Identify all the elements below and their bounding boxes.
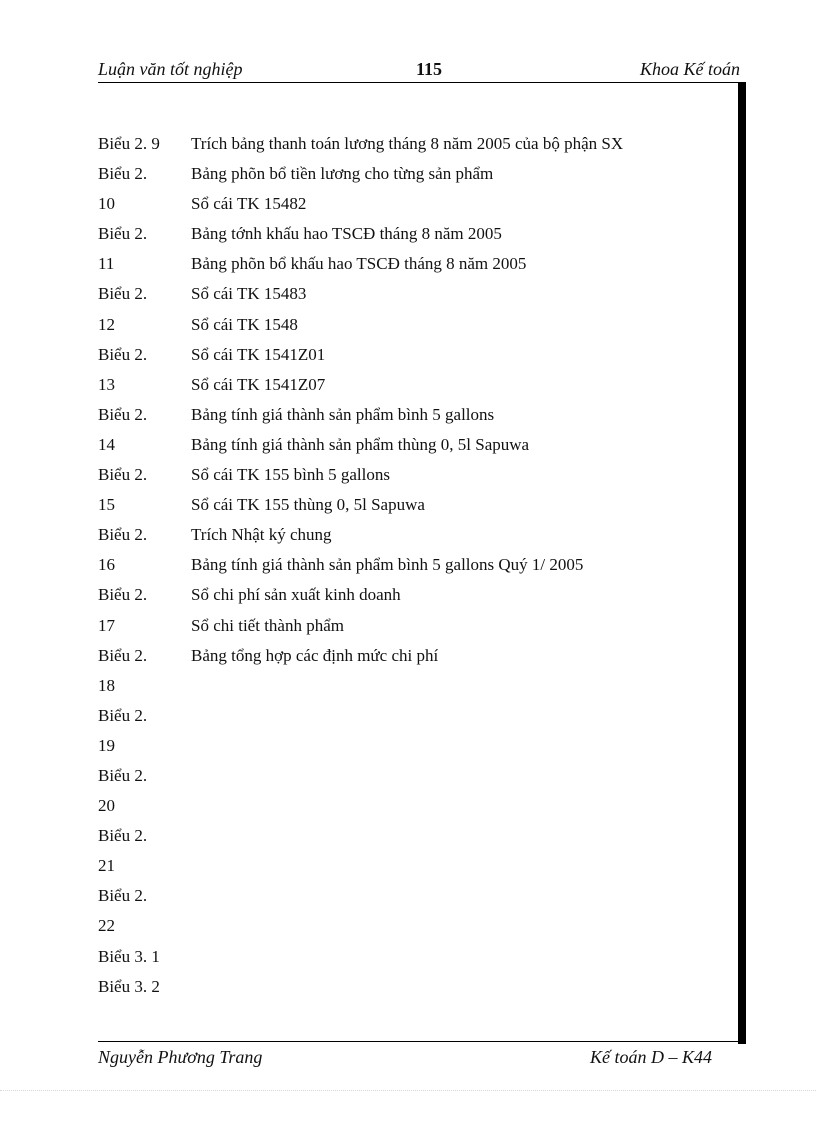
figure-title: Sổ cái TK 155 thùng 0, 5l Sapuwa bbox=[191, 495, 425, 515]
figure-label: Biểu 2. 9 bbox=[98, 134, 160, 153]
figure-label: 14 bbox=[98, 434, 115, 454]
figure-label: Biểu 2. bbox=[98, 164, 148, 184]
page-edge-shadow bbox=[738, 82, 746, 1044]
figure-label: Biểu 2. bbox=[98, 465, 148, 485]
figure-title: Trích Nhật ký chung bbox=[191, 525, 332, 545]
figure-label: 18 bbox=[98, 675, 115, 695]
figure-label: Biểu 2. bbox=[98, 645, 148, 665]
figure-title: Trích bảng thanh toán lương tháng 8 năm 2005 của bộ phận SX bbox=[191, 134, 624, 153]
figure-label: 21 bbox=[98, 856, 115, 876]
figure-title: Sổ cái TK 1548 bbox=[191, 314, 298, 334]
figure-label: Biểu 2. bbox=[98, 525, 148, 545]
figure-label: 17 bbox=[98, 615, 115, 635]
page-bottom-border bbox=[0, 1090, 816, 1092]
header-thesis-title: Luận văn tốt nghiệp bbox=[98, 59, 243, 79]
footer-author: Nguyễn Phương Trang bbox=[98, 1047, 263, 1067]
figure-title: Bảng tổng hợp các định mức chi phí bbox=[191, 645, 439, 665]
figure-label: Biểu 2. bbox=[98, 826, 148, 846]
figure-label: Biểu 2. bbox=[98, 886, 148, 906]
figure-label: Biểu 3. 2 bbox=[98, 976, 160, 996]
figure-title: Sổ chi tiết thành phẩm bbox=[191, 615, 344, 635]
figure-label: Biểu 2. bbox=[98, 284, 148, 304]
header-department: Khoa Kế toán bbox=[639, 59, 740, 79]
figure-title: Sổ cái TK 15483 bbox=[191, 284, 307, 304]
figure-label: Biểu 2. bbox=[98, 585, 148, 605]
figure-label: 13 bbox=[98, 374, 115, 394]
figure-title: Bảng phõn bổ tiền lương cho từng sản phẩm bbox=[191, 164, 494, 184]
figure-label: Biểu 2. bbox=[98, 765, 148, 785]
figure-label: Biểu 3. 1 bbox=[98, 946, 160, 966]
figure-title: Bảng phõn bổ khấu hao TSCĐ tháng 8 năm 2005 bbox=[191, 254, 527, 274]
figure-label: 10 bbox=[98, 194, 115, 214]
figure-title: Sổ cái TK 155 bình 5 gallons bbox=[191, 465, 390, 485]
figure-label: 12 bbox=[98, 314, 115, 334]
figure-label: Biểu 2. bbox=[98, 344, 148, 364]
figure-title-column bbox=[191, 132, 751, 674]
figure-label: Biểu 2. bbox=[98, 404, 148, 424]
figure-label: 20 bbox=[98, 796, 115, 816]
figure-title: Bảng tính giá thành sản phẩm bình 5 gallons bbox=[191, 404, 495, 424]
figure-title: Sổ chi phí sản xuất kinh doanh bbox=[191, 585, 401, 605]
figure-label: 11 bbox=[98, 254, 115, 274]
figure-title: Bảng tính giá thành sản phẩm bình 5 gallons Quý 1/ 2005 bbox=[191, 555, 584, 575]
page-header bbox=[98, 58, 740, 83]
figure-label: Biểu 2. bbox=[98, 705, 148, 725]
figure-title: Sổ cái TK 1541Z01 bbox=[191, 344, 326, 364]
figure-label: Biểu 2. bbox=[98, 224, 148, 244]
figure-label: 22 bbox=[98, 916, 115, 936]
figure-label-column bbox=[98, 132, 188, 1005]
figure-title: Sổ cái TK 1541Z07 bbox=[191, 374, 326, 394]
figure-title: Bảng tớnh khấu hao TSCĐ tháng 8 năm 2005 bbox=[191, 224, 502, 244]
figure-title: Sổ cái TK 15482 bbox=[191, 194, 307, 214]
figure-label: 16 bbox=[98, 555, 115, 575]
page-footer bbox=[98, 1041, 740, 1072]
figure-title: Bảng tính giá thành sản phẩm thùng 0, 5l Sapuwa bbox=[191, 434, 530, 454]
footer-class: Kế toán D – K44 bbox=[589, 1047, 712, 1067]
page-number: 115 bbox=[416, 59, 443, 79]
figure-label: 15 bbox=[98, 495, 115, 515]
figure-label: 19 bbox=[98, 735, 115, 755]
